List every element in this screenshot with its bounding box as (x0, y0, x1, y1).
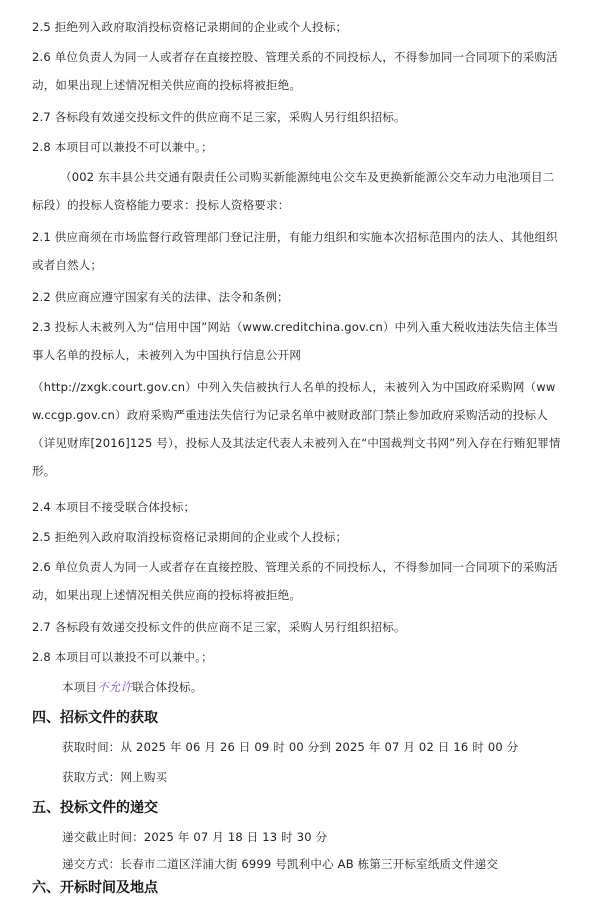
clause-2-7: 2.7 各标段有效递交投标文件的供应商不足三家，采购人另行组织招标。 (32, 110, 406, 124)
clause-2-8-b: 2.8 本项目可以兼投不可以兼中。； (32, 650, 213, 664)
clause-2-5-b: 2.5 拒绝列入政府取消投标资格记录期间的企业或个人投标； (32, 530, 348, 544)
consortium-note-post: 联合体投标。 (132, 680, 203, 694)
acquisition-time: 获取时间：从 2025 年 06 月 26 日 09 时 00 分到 2025 年 07 月 02 日 16 时 00 分 (62, 740, 519, 754)
submission-method: 递交方式：长春市二道区洋浦大街 6999 号凯利中心 AB 栋第三开标室纸质文件递交 (62, 857, 499, 871)
clause-2-5: 2.5 拒绝列入政府取消投标资格记录期间的企业或个人投标； (32, 20, 348, 34)
submission-deadline: 递交截止时间：2025 年 07 月 18 日 13 时 30 分 (62, 830, 328, 844)
clause-2-7-b: 2.7 各标段有效递交投标文件的供应商不足三家，采购人另行组织招标。 (32, 620, 406, 634)
consortium-note (62, 673, 562, 701)
clause-2-8: 2.8 本项目可以兼投不可以兼中。； (32, 140, 213, 154)
clause-2-3-cont: （http://zxgk.court.gov.cn）中列入失信被执行人名单的投标人，未被列入为中国政府采购网（www.ccgp.gov.cn）政府采购严重违法失信行为记录名单中被财政部门禁止参加政府采购活动的投标人（详见财库[2016]125 号），投标人及其法定代表人未被列入在“中国裁判文书网”列入存在行贿犯罪情形。 (32, 380, 561, 478)
section-5-title: 五、投标文件的递交 (32, 800, 158, 816)
consortium-note-pre: 本项目 (62, 680, 98, 694)
clause-2-6-b: 2.6 单位负责人为同一人或者存在直接控股、管理关系的不同投标人，不得参加同一合同项下的采购活动，如果出现上述情况相关供应商的投标将被拒绝。 (32, 560, 558, 602)
clause-2-6: 2.6 单位负责人为同一人或者存在直接控股、管理关系的不同投标人，不得参加同一合同项下的采购活动，如果出现上述情况相关供应商的投标将被拒绝。 (32, 50, 558, 92)
consortium-note-emphasis: 不允许 (97, 680, 133, 694)
lot-2-requirements: （002 东丰县公共交通有限责任公司购买新能源纯电公交车及更换新能源公交车动力电池项目二标段）的投标人资格能力要求：投标人资格要求： (32, 170, 555, 212)
clause-2-1: 2.1 供应商须在市场监督行政管理部门登记注册，有能力组织和实施本次招标范围内的法人、其他组织或者自然人； (32, 230, 558, 272)
clause-2-4: 2.4 本项目不接受联合体投标； (32, 500, 196, 514)
clause-2-3: 2.3 投标人未被列入为“信用中国”网站（www.creditchina.gov.cn）中列入重大税收违法失信主体当事人名单的投标人，未被列入为中国执行信息公开网 (32, 320, 559, 362)
clause-2-2: 2.2 供应商应遵守国家有关的法律、法令和条例； (32, 290, 289, 304)
section-6-title: 六、开标时间及地点 (32, 880, 158, 896)
section-4-title: 四、招标文件的获取 (32, 710, 158, 726)
acquisition-method: 获取方式：网上购买 (62, 770, 168, 784)
